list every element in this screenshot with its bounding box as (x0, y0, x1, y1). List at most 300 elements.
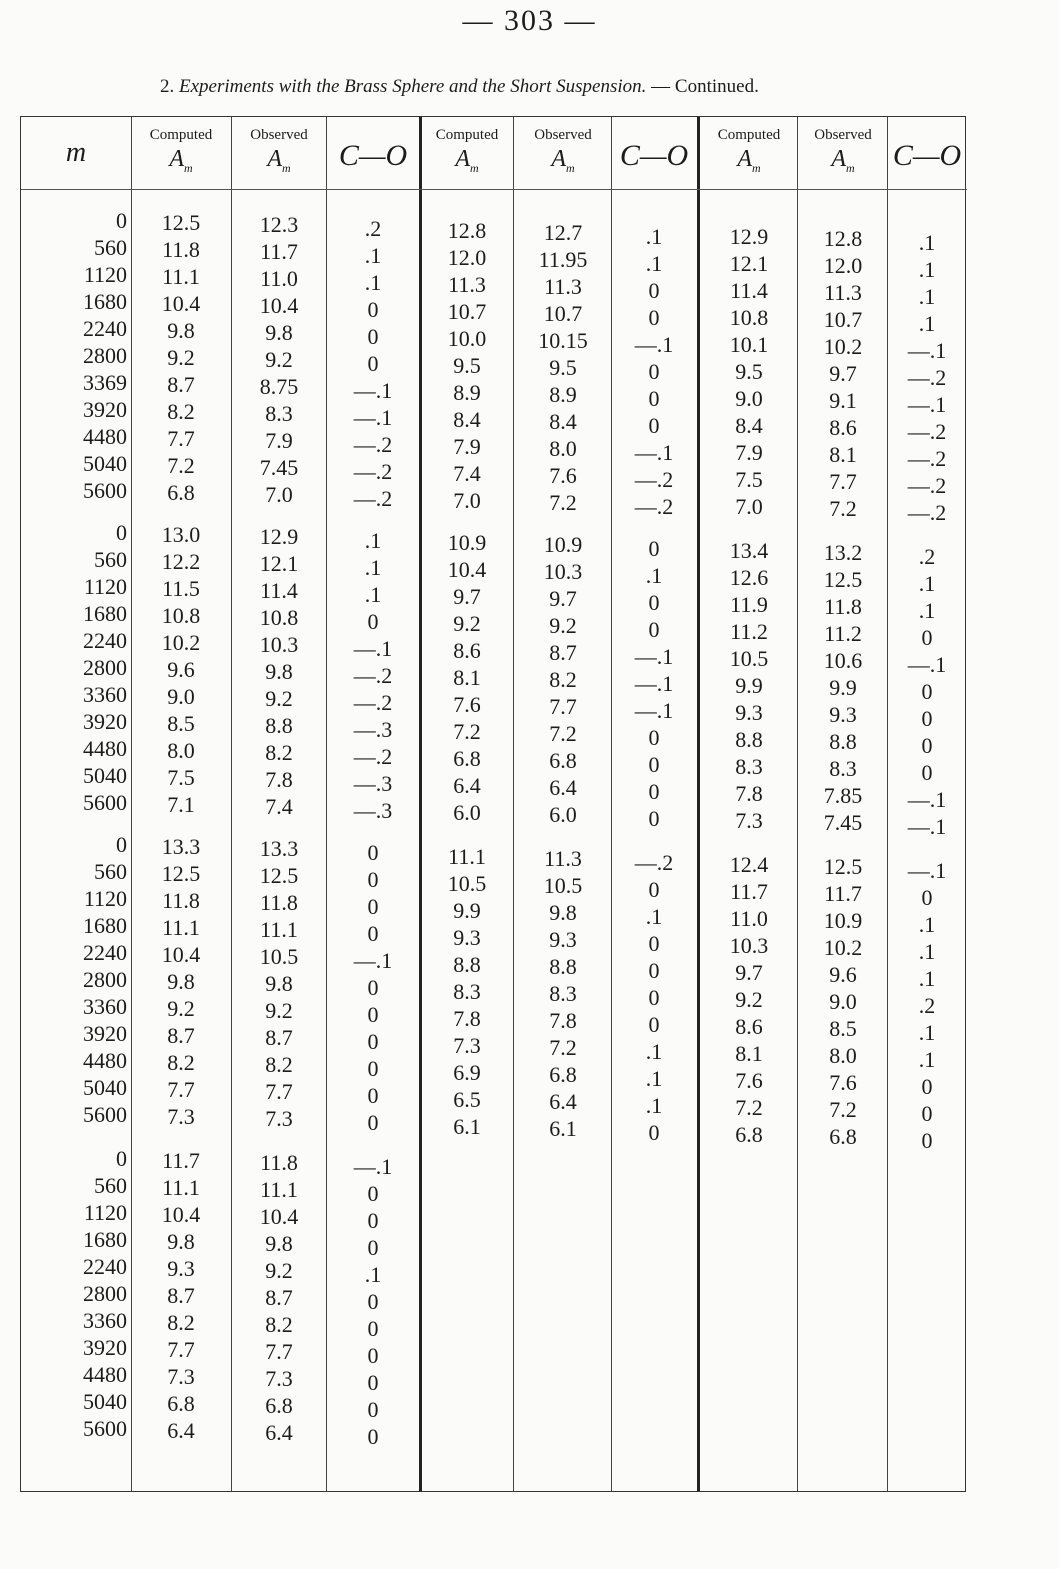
c-minus-o-cell: 0 (648, 536, 660, 561)
c-minus-o-cell: 0 (367, 1208, 379, 1233)
computed-cell: 7.1 (167, 792, 195, 817)
observed-cell: 10.8 (259, 605, 299, 630)
c-minus-o-cell: 0 (648, 806, 660, 831)
header-observed (233, 125, 325, 178)
m-cell: 1680 (83, 289, 127, 314)
c-minus-o-cell: —.2 (907, 419, 947, 444)
c-minus-o-cell: 0 (367, 1370, 379, 1395)
observed-cell: 7.2 (549, 490, 577, 515)
c-minus-o-cell: .1 (364, 1262, 382, 1287)
observed-cell: 7.2 (829, 496, 857, 521)
observed-column (799, 539, 887, 836)
m-cell: 5600 (83, 790, 127, 815)
m-cell: 4480 (83, 1362, 127, 1387)
observed-column (233, 835, 325, 1132)
observed-cell: 9.6 (829, 962, 857, 987)
c-minus-o-cell: .1 (918, 284, 936, 309)
m-cell: 5600 (83, 1416, 127, 1441)
c-minus-o-cell: .1 (918, 257, 936, 282)
c-minus-o-cell: 0 (648, 752, 660, 777)
m-cell: 560 (94, 859, 127, 884)
c-minus-o-cell: .1 (364, 270, 382, 295)
computed-cell: 8.2 (167, 1050, 195, 1075)
c-minus-o-cell: 0 (921, 733, 933, 758)
observed-column (799, 853, 887, 1150)
c-minus-o-cell: 0 (367, 1029, 379, 1054)
m-cell: 0 (116, 1146, 127, 1171)
c-minus-o-cell: —.1 (907, 652, 947, 677)
observed-column (233, 1149, 325, 1446)
computed-cell: 12.5 (161, 210, 201, 235)
c-minus-o-cell: .1 (645, 563, 663, 588)
m-cell: 3920 (83, 709, 127, 734)
computed-cell: 10.4 (161, 1202, 201, 1227)
computed-cell: 10.5 (447, 871, 487, 896)
observed-cell: 10.4 (259, 293, 299, 318)
observed-cell: 7.3 (265, 1106, 293, 1131)
c-minus-o-cell: .1 (645, 224, 663, 249)
c-minus-o-cell: —.3 (353, 771, 393, 796)
c-minus-o-cell: 0 (648, 958, 660, 983)
observed-cell: 7.2 (549, 721, 577, 746)
observed-cell: 12.7 (543, 220, 583, 245)
observed-cell: 11.1 (260, 917, 298, 942)
computed-cell: 11.7 (162, 1148, 200, 1173)
computed-cell: 9.0 (167, 684, 195, 709)
observed-cell: 11.1 (260, 1177, 298, 1202)
c-minus-o-cell: 0 (921, 1074, 933, 1099)
computed-cell: 9.8 (167, 1229, 195, 1254)
computed-cell: 9.8 (167, 318, 195, 343)
c-minus-o-cell: —.2 (353, 486, 393, 511)
observed-cell: 11.7 (260, 239, 298, 264)
observed-cell: 8.3 (265, 401, 293, 426)
c-minus-o-cell: 0 (648, 779, 660, 804)
computed-column (133, 209, 229, 506)
m-cell: 5040 (83, 763, 127, 788)
computed-cell: 7.0 (453, 488, 481, 513)
computed-cell: 7.7 (167, 1077, 195, 1102)
c-minus-o-cell: .1 (364, 528, 382, 553)
c-minus-o-cell: 0 (367, 1235, 379, 1260)
header-am: $A_m$ (737, 146, 761, 175)
m-cell: 5600 (83, 478, 127, 503)
observed-cell: 11.0 (260, 266, 298, 291)
c-minus-o-cell: —.1 (634, 671, 674, 696)
observed-cell: 8.0 (549, 436, 577, 461)
m-cell: 3360 (83, 994, 127, 1019)
c-minus-o-cell: .1 (645, 251, 663, 276)
observed-cell: 8.8 (265, 713, 293, 738)
header-c-minus-o: C—O (892, 139, 962, 172)
c-minus-o-cell: 0 (648, 386, 660, 411)
computed-column (701, 851, 797, 1148)
computed-cell: 6.0 (453, 800, 481, 825)
observed-cell: 10.2 (823, 935, 863, 960)
c-minus-o-cell: .1 (645, 1093, 663, 1118)
computed-cell: 11.5 (162, 576, 200, 601)
observed-cell: 6.8 (549, 748, 577, 773)
computed-cell: 6.5 (453, 1087, 481, 1112)
observed-cell: 7.8 (265, 767, 293, 792)
computed-cell: 9.2 (453, 611, 481, 636)
m-column (21, 519, 127, 816)
c-minus-o-cell: 0 (921, 1128, 933, 1153)
c-minus-o-cell: 0 (648, 1120, 660, 1145)
table-heading (160, 76, 960, 98)
computed-cell: 7.3 (167, 1364, 195, 1389)
computed-cell: 7.8 (453, 1006, 481, 1031)
computed-cell: 8.4 (735, 413, 763, 438)
column-rule (797, 117, 798, 1491)
m-column (21, 1145, 127, 1442)
m-cell: 5040 (83, 451, 127, 476)
computed-cell: 8.2 (167, 1310, 195, 1335)
observed-cell: 11.3 (824, 280, 862, 305)
c-minus-o-cell: 0 (921, 706, 933, 731)
c-minus-o-cell: —.2 (353, 459, 393, 484)
c-minus-o-cell: 0 (367, 1343, 379, 1368)
c-minus-o-cell: .1 (918, 939, 936, 964)
observed-cell: 8.8 (829, 729, 857, 754)
header-computed-label: Computed (435, 127, 499, 143)
observed-cell: 7.6 (549, 463, 577, 488)
computed-cell: 9.7 (735, 960, 763, 985)
computed-column (701, 223, 797, 520)
computed-cell: 7.6 (453, 692, 481, 717)
header-observed-label: Observed (250, 127, 308, 143)
observed-cell: 12.5 (823, 567, 863, 592)
c-minus-o-cell: —.1 (907, 338, 947, 363)
computed-cell: 6.8 (453, 746, 481, 771)
header-m: m (65, 137, 87, 168)
computed-cell: 8.8 (735, 727, 763, 752)
computed-cell: 10.8 (161, 603, 201, 628)
c-minus-o-cell: —.1 (353, 948, 393, 973)
c-minus-o-cell: —.2 (634, 467, 674, 492)
observed-cell: 12.1 (259, 551, 299, 576)
computed-cell: 12.8 (447, 218, 487, 243)
computed-cell: 11.1 (448, 844, 486, 869)
c-minus-o-cell: 0 (367, 1289, 379, 1314)
observed-cell: 8.7 (265, 1025, 293, 1050)
computed-cell: 9.3 (167, 1256, 195, 1281)
observed-cell: 6.8 (829, 1124, 857, 1149)
observed-cell: 11.8 (824, 594, 862, 619)
observed-cell: 8.3 (829, 756, 857, 781)
c-minus-o-cell: —.1 (353, 378, 393, 403)
computed-cell: 6.9 (453, 1060, 481, 1085)
m-cell: 1680 (83, 601, 127, 626)
c-minus-o-cell: —.1 (634, 698, 674, 723)
observed-cell: 10.5 (543, 873, 583, 898)
observed-cell: 9.5 (549, 355, 577, 380)
observed-cell: 9.2 (549, 613, 577, 638)
c-minus-o-cell: 0 (648, 305, 660, 330)
computed-cell: 10.5 (729, 646, 769, 671)
c-minus-o-cell: .1 (918, 598, 936, 623)
c-minus-o-cell: .1 (918, 230, 936, 255)
c-minus-o-cell: 0 (367, 840, 379, 865)
header-am: $A_m$ (267, 146, 291, 175)
observed-cell: 9.8 (265, 320, 293, 345)
c-minus-o-cell: —.1 (353, 636, 393, 661)
header-rule (21, 189, 131, 190)
observed-cell: 9.2 (265, 686, 293, 711)
computed-cell: 9.8 (167, 969, 195, 994)
computed-cell: 7.2 (453, 719, 481, 744)
c-minus-o-cell: 0 (367, 1316, 379, 1341)
m-cell: 1680 (83, 1227, 127, 1252)
computed-cell: 11.4 (730, 278, 768, 303)
c-minus-o-cell: 0 (367, 351, 379, 376)
heading-title: Experiments with the Brass Sphere and the Short Suspension. (179, 76, 647, 97)
m-cell: 3920 (83, 1021, 127, 1046)
computed-cell: 7.9 (735, 440, 763, 465)
c-minus-o-cell: —.2 (353, 663, 393, 688)
c-minus-o-column (887, 229, 967, 526)
observed-cell: 11.7 (824, 881, 862, 906)
m-cell: 2800 (83, 967, 127, 992)
header-observed-label: Observed (814, 127, 872, 143)
c-minus-o-cell: 0 (367, 297, 379, 322)
c-minus-o-column (887, 857, 967, 1154)
computed-cell: 8.6 (735, 1014, 763, 1039)
computed-cell: 6.8 (167, 480, 195, 505)
computed-cell: 8.7 (167, 1283, 195, 1308)
header-c-minus-o: C—O (619, 139, 689, 172)
c-minus-o-column (327, 839, 419, 1136)
c-minus-o-cell: .1 (918, 571, 936, 596)
c-minus-o-cell: 0 (648, 617, 660, 642)
observed-cell: 10.2 (823, 334, 863, 359)
c-minus-o-cell: —.1 (353, 405, 393, 430)
observed-cell: 8.4 (549, 409, 577, 434)
m-cell: 1120 (83, 1200, 127, 1225)
computed-cell: 10.4 (447, 557, 487, 582)
computed-cell: 8.7 (167, 372, 195, 397)
c-minus-o-cell: 0 (921, 625, 933, 650)
observed-cell: 9.0 (829, 989, 857, 1014)
computed-cell: 6.4 (167, 1418, 195, 1443)
c-minus-o-cell: .1 (918, 912, 936, 937)
computed-cell: 7.5 (167, 765, 195, 790)
c-minus-o-cell: 0 (367, 867, 379, 892)
c-minus-o-cell: .1 (645, 1066, 663, 1091)
header-computed-label: Computed (717, 127, 781, 143)
observed-column (233, 523, 325, 820)
c-minus-o-cell: 0 (648, 590, 660, 615)
c-minus-o-cell: —.2 (907, 500, 947, 525)
data-table (20, 116, 966, 1492)
m-cell: 560 (94, 235, 127, 260)
observed-cell: 9.3 (549, 927, 577, 952)
computed-cell: 9.9 (735, 673, 763, 698)
c-minus-o-cell: —.1 (634, 644, 674, 669)
c-minus-o-cell: 0 (648, 278, 660, 303)
observed-cell: 7.6 (829, 1070, 857, 1095)
observed-cell: 8.75 (259, 374, 299, 399)
c-minus-o-column (887, 543, 967, 840)
header-computed (701, 125, 797, 178)
m-cell: 2800 (83, 655, 127, 680)
computed-cell: 9.6 (167, 657, 195, 682)
computed-column (133, 1147, 229, 1444)
observed-cell: 11.3 (544, 274, 582, 299)
header-observed (799, 125, 887, 178)
computed-cell: 7.7 (167, 1337, 195, 1362)
c-minus-o-cell: .2 (918, 544, 936, 569)
computed-cell: 7.2 (167, 453, 195, 478)
c-minus-o-cell: —.3 (353, 798, 393, 823)
header-am: $A_m$ (455, 146, 479, 175)
header-computed-label: Computed (149, 127, 213, 143)
m-cell: 0 (116, 208, 127, 233)
computed-cell: 11.8 (162, 888, 200, 913)
observed-cell: 12.5 (823, 854, 863, 879)
c-minus-o-cell: —.1 (907, 814, 947, 839)
computed-cell: 10.0 (447, 326, 487, 351)
c-minus-o-cell: —.2 (353, 690, 393, 715)
observed-cell: 12.0 (823, 253, 863, 278)
computed-column (701, 537, 797, 834)
header-observed (515, 125, 611, 178)
observed-column (515, 531, 611, 828)
c-minus-o-cell: .1 (918, 311, 936, 336)
c-minus-o-cell: —.2 (907, 446, 947, 471)
m-cell: 3369 (83, 370, 127, 395)
c-minus-o-cell: 0 (367, 1056, 379, 1081)
m-cell: 2800 (83, 1281, 127, 1306)
computed-cell: 11.3 (448, 272, 486, 297)
computed-cell: 10.2 (161, 630, 201, 655)
header-rule (131, 189, 967, 190)
c-minus-o-cell: 0 (367, 894, 379, 919)
observed-cell: 10.3 (259, 632, 299, 657)
observed-column (799, 225, 887, 522)
observed-cell: 7.2 (829, 1097, 857, 1122)
m-cell: 3360 (83, 682, 127, 707)
observed-cell: 9.3 (829, 702, 857, 727)
observed-cell: 7.45 (823, 810, 863, 835)
observed-cell: 7.8 (549, 1008, 577, 1033)
observed-cell: 9.8 (265, 659, 293, 684)
c-minus-o-cell: .1 (918, 1020, 936, 1045)
c-minus-o-cell: .1 (364, 555, 382, 580)
c-minus-o-cell: 0 (648, 413, 660, 438)
observed-cell: 12.5 (259, 863, 299, 888)
observed-cell: 8.2 (265, 1052, 293, 1077)
observed-cell: 8.6 (829, 415, 857, 440)
m-cell: 0 (116, 520, 127, 545)
computed-cell: 12.6 (729, 565, 769, 590)
observed-cell: 9.7 (829, 361, 857, 386)
computed-cell: 8.1 (453, 665, 481, 690)
c-minus-o-cell: —.1 (634, 440, 674, 465)
computed-cell: 7.4 (453, 461, 481, 486)
observed-cell: 13.2 (823, 540, 863, 565)
observed-cell: 10.3 (543, 559, 583, 584)
c-minus-o-cell: —.1 (907, 392, 947, 417)
observed-cell: 7.2 (549, 1035, 577, 1060)
observed-cell: 6.4 (549, 775, 577, 800)
observed-cell: 7.7 (829, 469, 857, 494)
observed-cell: 7.85 (823, 783, 863, 808)
observed-cell: 7.0 (265, 482, 293, 507)
computed-cell: 11.1 (162, 915, 200, 940)
computed-cell: 7.9 (453, 434, 481, 459)
computed-cell: 10.3 (729, 933, 769, 958)
m-cell: 3360 (83, 1308, 127, 1333)
computed-column (421, 843, 513, 1140)
m-cell: 1120 (83, 886, 127, 911)
observed-cell: 8.5 (829, 1016, 857, 1041)
computed-cell: 6.8 (167, 1391, 195, 1416)
observed-cell: 6.8 (265, 1393, 293, 1418)
computed-cell: 12.1 (729, 251, 769, 276)
observed-cell: 9.7 (549, 586, 577, 611)
c-minus-o-cell: —.2 (353, 744, 393, 769)
m-cell: 4480 (83, 1048, 127, 1073)
m-cell: 2240 (83, 1254, 127, 1279)
c-minus-o-cell: 0 (367, 1110, 379, 1135)
c-minus-o-cell: —.2 (634, 494, 674, 519)
c-minus-o-cell: 0 (648, 985, 660, 1010)
c-minus-o-cell: 0 (367, 609, 379, 634)
c-minus-o-cell: .1 (918, 966, 936, 991)
computed-cell: 11.2 (730, 619, 768, 644)
c-minus-o-cell: —.1 (907, 858, 947, 883)
m-cell: 4480 (83, 424, 127, 449)
observed-cell: 7.4 (265, 794, 293, 819)
observed-cell: 7.9 (265, 428, 293, 453)
m-cell: 1120 (83, 574, 127, 599)
computed-cell: 10.7 (447, 299, 487, 324)
header-computed (421, 125, 513, 178)
c-minus-o-cell: .1 (364, 243, 382, 268)
computed-cell: 12.4 (729, 852, 769, 877)
computed-cell: 11.0 (730, 906, 768, 931)
computed-cell: 13.3 (161, 834, 201, 859)
c-minus-o-cell: 0 (367, 1397, 379, 1422)
computed-cell: 9.2 (735, 987, 763, 1012)
column-rule (131, 117, 132, 1491)
observed-cell: 8.7 (549, 640, 577, 665)
m-column (21, 831, 127, 1128)
computed-cell: 10.9 (447, 530, 487, 555)
c-minus-o-cell: —.1 (907, 787, 947, 812)
heading-suffix: — Continued. (651, 76, 759, 97)
c-minus-o-cell: .1 (918, 1047, 936, 1072)
computed-cell: 9.5 (735, 359, 763, 384)
c-minus-o-cell: —.2 (907, 365, 947, 390)
group-divider (697, 117, 700, 1491)
computed-cell: 6.8 (735, 1122, 763, 1147)
observed-cell: 11.4 (260, 578, 298, 603)
computed-cell: 8.7 (167, 1023, 195, 1048)
observed-cell: 6.1 (549, 1116, 577, 1141)
observed-cell: 11.8 (260, 890, 298, 915)
m-cell: 2240 (83, 940, 127, 965)
page-number: — 303 — (462, 4, 597, 37)
computed-cell: 9.3 (453, 925, 481, 950)
observed-cell: 12.3 (259, 212, 299, 237)
computed-cell: 7.3 (453, 1033, 481, 1058)
column-rule (231, 117, 232, 1491)
computed-cell: 7.0 (735, 494, 763, 519)
m-cell: 560 (94, 1173, 127, 1198)
computed-cell: 8.2 (167, 399, 195, 424)
